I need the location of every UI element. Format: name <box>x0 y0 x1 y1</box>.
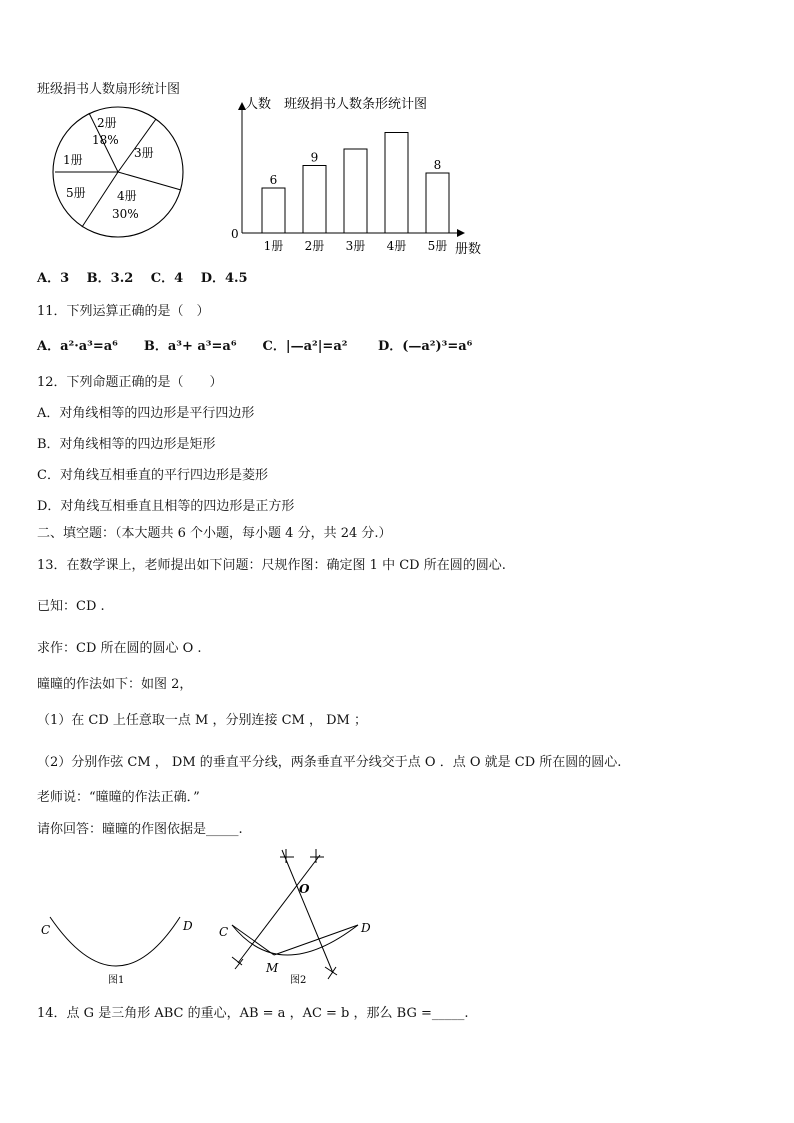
q13-method: 曈曈的作法如下：如图 2， <box>37 677 193 692</box>
q13-problem: 13．在数学课上，老师提出如下问题：尺规作图：确定图 1 中 CD 所在圆的圆心. <box>37 558 506 573</box>
bar-2册 <box>303 166 326 234</box>
figure-caption: 图2 <box>290 975 307 986</box>
x-axis-label: 册数 <box>455 242 482 257</box>
q13-teacher-comment: 老师说：“曈曈的作法正确．” <box>37 790 200 805</box>
x-tick-label: 2册 <box>304 239 325 253</box>
q12-option-a: A．对角线相等的四边形是平行四边形 <box>37 406 255 421</box>
bar-1册 <box>262 188 285 233</box>
x-tick-label: 4册 <box>386 239 407 253</box>
q13-step2: （2）分别作弦 CM ， DM 的垂直平分线，两条垂直平分线交于点 O ．点 O 就是 CD 所在圆的圆心. <box>37 755 622 770</box>
q11-stem: 11．下列运算正确的是（ ） <box>37 304 210 319</box>
q13-find: 求作：CD 所在圆的圆心 O . <box>37 641 202 656</box>
x-tick-label: 1册 <box>263 239 284 253</box>
pie-slice-label: 3册 <box>134 146 154 160</box>
bar-3册 <box>344 149 367 233</box>
q12-option-b: B．对角线相等的四边形是矩形 <box>37 437 216 452</box>
bar-data-label: 8 <box>433 158 442 172</box>
pie-slice-percent: 18% <box>92 133 119 147</box>
figure-2 <box>210 845 380 990</box>
construction-arc <box>310 849 324 863</box>
pie-slice-label: 5册 <box>66 186 86 200</box>
q12-stem: 12．下列命题正确的是（ ） <box>37 375 223 390</box>
point-m-label: M <box>266 961 279 975</box>
point-o-label: O <box>299 882 310 896</box>
chord-cm <box>232 925 274 955</box>
section-heading: 二、填空题：（本大题共 6 个小题，每小题 4 分，共 24 分.） <box>37 526 392 541</box>
perp-bisector-cm <box>238 855 320 963</box>
point-d-label: D <box>183 919 193 933</box>
q10-options: A．3 B．3.2 C．4 D．4.5 <box>37 271 248 286</box>
point-d-label: D <box>361 921 371 935</box>
bar-data-label: 9 <box>310 150 319 165</box>
x-tick-label: 3册 <box>345 239 366 253</box>
figure-1 <box>35 905 205 990</box>
pie-slice-percent: 30% <box>112 207 139 221</box>
y-axis-label: 人数 <box>245 97 272 112</box>
bar-4册 <box>385 133 408 234</box>
pie-slice-label: 2册 <box>97 116 117 130</box>
pie-slice-label: 1册 <box>63 153 83 167</box>
bar-data-label: 6 <box>269 173 278 187</box>
chord-dm <box>274 925 358 955</box>
point-c-label: C <box>41 923 51 937</box>
x-tick-label: 5册 <box>427 239 448 253</box>
bar-5册 <box>426 173 449 233</box>
q11-options: A．a²·a³=a⁶ B．a³+ a³=a⁶ C．|—a²|=a² D．(—a²)³=a⁶ <box>37 339 473 354</box>
q13-answer-prompt: 请你回答：曈曈的作图依据是_____. <box>37 822 243 837</box>
pie-chart <box>45 102 195 242</box>
bar-chart-title: 班级捐书人数条形统计图 <box>284 97 428 112</box>
pie-slice-label: 4册 <box>117 189 137 203</box>
arc-cd <box>232 925 358 955</box>
q14-problem: 14．点 G 是三角形 ABC 的重心，AB = a ，AC = b ，那么 BG =_____. <box>37 1006 469 1021</box>
q13-known: 已知：CD . <box>37 599 105 614</box>
arc-cd <box>50 917 180 966</box>
pie-chart-title: 班级捐书人数扇形统计图 <box>37 82 181 97</box>
axis-origin-label: 0 <box>231 227 239 241</box>
q12-option-d: D．对角线互相垂直且相等的四边形是正方形 <box>37 499 295 514</box>
q13-step1: （1）在 CD 上任意取一点 M ，分别连接 CM ， DM ； <box>37 713 368 728</box>
figure-caption: 图1 <box>108 975 125 986</box>
bar-chart <box>225 90 495 265</box>
point-c-label: C <box>219 925 229 939</box>
q12-option-c: C．对角线互相垂直的平行四边形是菱形 <box>37 468 268 483</box>
